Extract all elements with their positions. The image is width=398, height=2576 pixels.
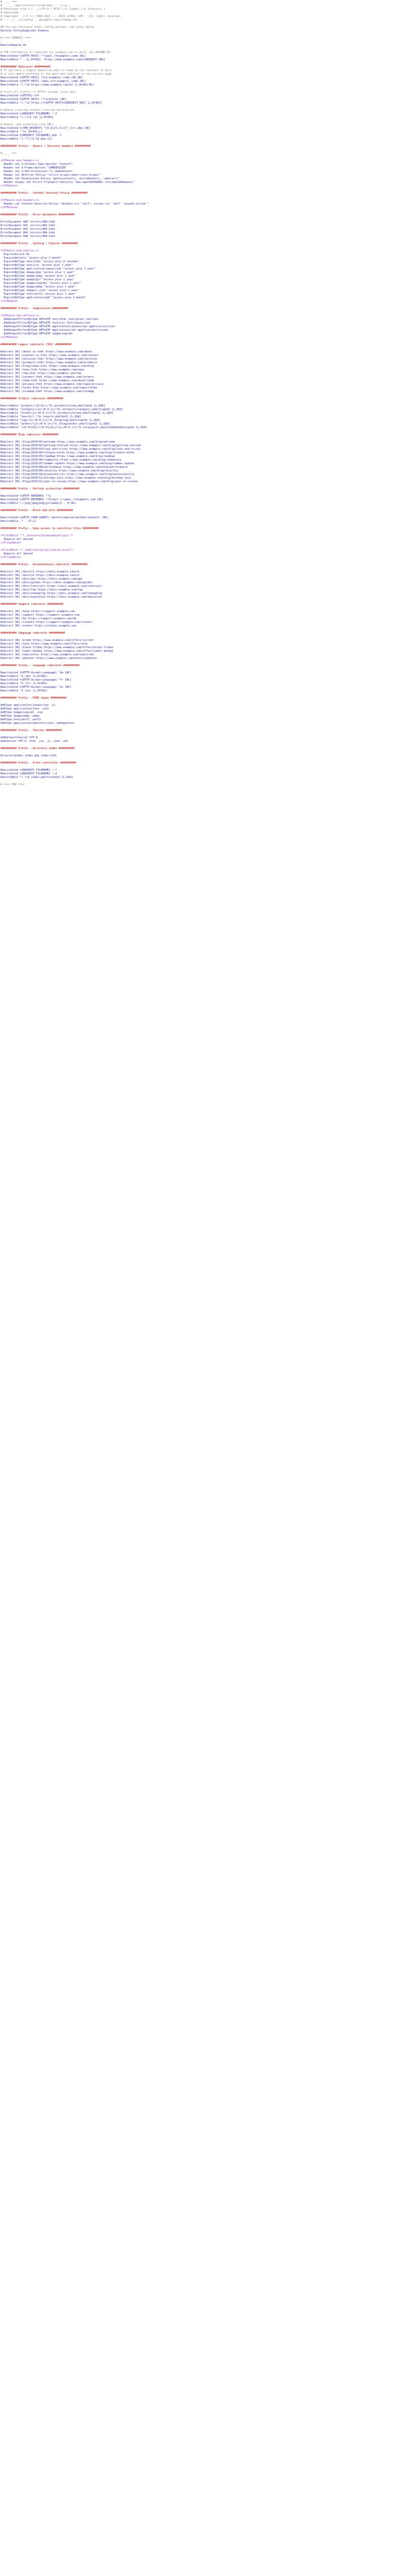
blank-line xyxy=(1,606,398,610)
section-header-line: ########## Prefix - Documentation redirects ########## xyxy=(1,563,88,566)
blank-line xyxy=(1,523,398,527)
code-line: ErrorDocument 403 /errors/403.html xyxy=(1,228,56,231)
section-header-line: ########## Prefix - Caching / Expires ########## xyxy=(1,242,78,245)
code-line: Redirect 301 /privacy.html https://www.example.com/legal/privacy xyxy=(1,383,104,386)
code-line: Header set Permissions-Policy "geolocation=(), microphone=(), camera=()" xyxy=(1,177,120,180)
code-line: RewriteCond %{HTTPS} off xyxy=(1,94,39,97)
code-line: RewriteRule ^$ /fr/ [L,R=302] xyxy=(1,682,47,685)
code-line: </IfModule> xyxy=(1,300,19,303)
code-line: Header set X-Content-Type-Options "nosniff" xyxy=(1,163,73,166)
code-line: AddType application/javascript .js xyxy=(1,704,56,707)
code-line: ExpiresActive On xyxy=(1,253,30,256)
code-line: ExpiresByType image/svg+xml "access plus 1 year" xyxy=(1,282,81,285)
blank-line xyxy=(1,765,398,769)
code-line: Redirect 301 /blog/2019/11/holiday-sale https://www.example.com/blog/holiday-sale xyxy=(1,477,131,480)
code-line: Redirect 301 /blog/2019/03/tips-and-tricks https://www.example.com/blog/tips-and-tricks xyxy=(1,448,141,451)
code-line: RewriteRule ^(.*)$ https://%{HTTP_HOST}%{REQUEST_URI} [L,R=301] xyxy=(1,101,102,105)
blank-line xyxy=(1,743,398,747)
section-header-line: ########## Prefix - Charset ########## xyxy=(1,729,62,732)
blank-line xyxy=(1,141,398,145)
blank-line xyxy=(1,437,398,440)
code-line: RewriteRule ^product/([0-9]+)/?$ /products/item.php?id=$1 [L,QSA] xyxy=(1,404,106,408)
blank-line xyxy=(1,33,398,37)
code-line: Redirect 301 /blog/2019/08/performance https://www.example.com/blog/performance xyxy=(1,466,128,469)
code-line: Require all denied xyxy=(1,538,33,541)
code-line: RewriteRule ^ %1 [R=301,L] xyxy=(1,130,43,133)
code-line: Require all denied xyxy=(1,552,33,555)
blank-line xyxy=(1,758,398,761)
blank-line xyxy=(1,148,398,152)
comment-line: # Force all traffic to HTTPS (except local dev) xyxy=(1,91,76,94)
blank-line xyxy=(1,62,398,65)
code-line: DirectoryIndex index.php index.html xyxy=(1,754,57,757)
code-line: AddOutputFilterByType DEFLATE text/html text/plain text/xml xyxy=(1,318,99,321)
blank-line xyxy=(1,628,398,632)
code-line: Header set X-Frame-Options "SAMEORIGIN" xyxy=(1,166,67,170)
section-header-line: ########## Prefix - Hotlink protection ########## xyxy=(1,487,80,490)
code-line: AddType image/webp .webp xyxy=(1,715,39,718)
blank-line xyxy=(1,311,398,314)
code-line: Header always set Strict-Transport-Security "max-age=31536000; includeSubDomains" xyxy=(1,181,135,184)
code-line: </IfModule> xyxy=(1,336,19,339)
code-line: RewriteCond %{HTTP:Accept-Language} ^fr [NC] xyxy=(1,679,72,682)
code-line: Header set Content-Security-Policy "default-src 'self'; script-src 'self' 'unsafe-inline'" xyxy=(1,202,149,206)
code-line: Redirect 302 /black-friday https://www.example.com/offers/black-friday xyxy=(1,646,113,649)
code-line: AddOutputFilterByType DEFLATE text/css text/javascript xyxy=(1,321,91,325)
blank-line xyxy=(1,779,398,783)
code-line: Redirect 301 /blog/2019/09/security https://www.example.com/blog/security xyxy=(1,469,118,472)
code-line: Redirect 302 /cyber-monday https://www.example.com/offers/cyber-monday xyxy=(1,650,113,653)
section-header-line: ########## Support redirects ########## xyxy=(1,603,63,606)
blank-line xyxy=(1,47,398,51)
blank-line xyxy=(1,239,398,242)
code-line: Redirect 301 /news.html https://www.example.com/news xyxy=(1,368,85,371)
blank-line xyxy=(1,599,398,603)
code-line: <IfModule mod_expires.c> xyxy=(1,249,39,252)
code-line: </FilesMatch> xyxy=(1,556,22,559)
blank-line xyxy=(1,105,398,109)
comment-line: # ==== GENERIC ==== xyxy=(1,37,31,40)
code-line: Redirect 301 /team.html https://www.example.com/about/team xyxy=(1,379,94,382)
code-line: AddOutputFilterByType DEFLATE application/javascript application/json xyxy=(1,325,115,328)
code-line: RewriteCond %{HTTP_HOST} ^old-example\.com$ [NC,OR] xyxy=(1,76,83,79)
section-header-line: ########## Prefix - Content Security Policy ########## xyxy=(1,192,88,195)
code-line: Redirect 301 /status https://status.example.com xyxy=(1,624,76,628)
section-header-line: ########## Prefix - MIME types ########## xyxy=(1,697,67,700)
code-line: RewriteRule ^author/([a-z0-9-]+)/?$ /blog/author.php?slug=$1 [L,QSA] xyxy=(1,422,110,426)
section-header-line: ########## Product redirects ########## xyxy=(1,397,63,400)
code-line: Redirect 301 /blog/2019/06/community https://www.example.com/blog/community xyxy=(1,459,122,462)
code-line: Redirect 302 /sale https://www.example.com/offers/sale xyxy=(1,642,88,646)
code-line: Redirect 301 /careers.html https://www.example.com/careers xyxy=(1,376,94,379)
blank-line xyxy=(1,217,398,221)
code-line: ExpiresByType text/html "access plus 0 seconds" xyxy=(1,260,80,263)
blank-line xyxy=(1,188,398,192)
blank-line xyxy=(1,513,398,516)
blank-line xyxy=(1,40,398,44)
code-line: Redirect 301 /docs/tutorials https://docs.example.com/tutorials xyxy=(1,585,102,588)
blank-line xyxy=(1,635,398,639)
code-line: Redirect 301 /products.html https://www.example.com/products xyxy=(1,361,97,364)
code-line: <FilesMatch "\.(bak|config|sql|log|sh|ini)$"> xyxy=(1,549,73,552)
blank-line xyxy=(1,156,398,159)
code-line: AddType application/json .json xyxy=(1,707,49,710)
comment-line: # ==== END ==== xyxy=(1,783,25,786)
blank-line xyxy=(1,505,398,509)
comment-line: # ____ === xyxy=(1,1,17,4)
code-line: RewriteRule ^(.*?)/?$ $1.php [L] xyxy=(1,138,52,141)
code-line: Redirect 301 /docs/faq https://docs.example.com/faq xyxy=(1,588,83,591)
section-header-line: ########## Prefix - Directory index ########## xyxy=(1,747,75,750)
code-line: Redirect 301 /blog/2019/12/year-in-review https://www.example.com/blog/year-in-review xyxy=(1,480,138,483)
code-line: RewriteCond %{HTTP_HOST} !^(www\.)?example\.com$ [NC] xyxy=(1,55,86,58)
code-line: Redirect 301 /tickets https://support.example.com/tickets xyxy=(1,621,93,624)
code-line: <IfModule mod_headers.c> xyxy=(1,199,39,202)
code-line: Redirect 301 /docs/v2 https://docs.example.com/v2 xyxy=(1,574,80,577)
code-line: AddType image/svg+xml .svg xyxy=(1,711,43,714)
code-line: RewriteRule ^$ /es/ [L,R=302] xyxy=(1,689,47,692)
code-line: AddDefaultCharset UTF-8 xyxy=(1,736,38,739)
code-line: Header set Referrer-Policy "strict-origin-when-cross-origin" xyxy=(1,174,101,177)
code-line: Redirect 301 /blog/2019/10/accessibility https://www.example.com/blog/accessibility xyxy=(1,473,135,476)
code-line: ExpiresByType font/woff2 "access plus 1 year" xyxy=(1,293,76,296)
code-line: RewriteRule ^$ /de/ [L,R=302] xyxy=(1,675,47,678)
code-line: </IfModule> xyxy=(1,206,19,209)
blank-line xyxy=(1,531,398,534)
comment-line: # Remove .php extension from URLs xyxy=(1,123,54,126)
comment-line: # Remove trailing slashes from non-directories xyxy=(1,109,75,112)
code-line: Redirect 301 /services.html https://www.example.com/services xyxy=(1,358,97,361)
code-line: <FilesMatch "^\.(htaccess|htpasswd|env|git)"> xyxy=(1,534,73,537)
code-line: Redirect 301 /docs/migration https://docs.example.com/migration xyxy=(1,596,102,599)
comment-line: # ____ === xyxy=(1,152,17,155)
blank-line xyxy=(1,195,398,199)
code-line: Redirect 301 /about-us.html https://www.example.com/about xyxy=(1,350,93,353)
blank-line xyxy=(1,700,398,704)
code-line: RewriteRule ^(.*)$ https://www.example.com/$1 [L,R=301,NC] xyxy=(1,83,94,87)
comment-line: # Generated xyxy=(1,11,19,14)
blank-line xyxy=(1,733,398,736)
code-line: AddType font/woff2 .woff2 xyxy=(1,718,41,721)
code-line: Redirect 302 /promo https://www.example.com/offers/current xyxy=(1,639,94,642)
comment-line: # ______ application/x-httpd-php ... (e.g.) xyxy=(1,4,70,7)
code-line: Redirect 301 /docs/guides https://docs.example.com/guides xyxy=(1,581,93,584)
blank-line xyxy=(1,725,398,729)
comment-line: # Copyright - 2.0 (c) 1999-2023 ... 2023 (CPEG) (RF) - All rights reserved. xyxy=(1,15,122,18)
section-header-line: ########## Blog redirects ########## xyxy=(1,433,59,436)
code-line: RewriteCond %{REQUEST_FILENAME} !-d xyxy=(1,112,57,115)
blank-line xyxy=(1,340,398,343)
code-line: Redirect 301 /support https://support.example.com xyxy=(1,614,80,617)
blank-line xyxy=(1,210,398,213)
code-line: Redirect 301 /docs/api https://docs.example.com/api xyxy=(1,578,83,581)
blank-line xyxy=(1,120,398,123)
code-line: ExpiresByType image/gif "access plus 1 year" xyxy=(1,278,75,281)
code-line: RewriteRule ^([0-9]{4})/([0-9]{2})/([a-z0-9-]+)/?$ /blog/post.php?y=$1&m=$2&slug=$3 [L,QSA] xyxy=(1,426,147,429)
code-line: RewriteCond %{HTTP_REFERER} !^https?://(www\.)?example\.com [NC] xyxy=(1,498,104,501)
section-header-line: ########## Prefix - Compression ########## xyxy=(1,307,69,310)
section-header-line: ########## Prefix - Front controller ########## xyxy=(1,761,76,765)
code-line: AddOutputFilterByType DEFLATE application/xml application/rss+xml xyxy=(1,329,109,332)
code-line: RewriteCond %{THE_REQUEST} ^[A-Z]{3,}\s([^.]+)\.php [NC] xyxy=(1,127,91,130)
code-line: Redirect 301 /blog/2019/02/getting-started https://www.example.com/blog/getting-started xyxy=(1,444,141,447)
code-line: Redirect 301 /kb https://support.example.com/kb xyxy=(1,617,76,620)
blank-line xyxy=(1,567,398,570)
code-line: ErrorDocument 404 /errors/404.html xyxy=(1,231,56,234)
comment-line: # it will match anything in the path and redirect to the correct page xyxy=(1,73,112,76)
section-header-line: ########## Prefix - Block bad bots ########## xyxy=(1,509,73,512)
code-line: </FilesMatch> xyxy=(1,541,22,545)
comment-line: # If you have a legacy domain we want to keep we can redirect it here xyxy=(1,69,112,72)
blank-line xyxy=(1,560,398,563)
code-line: ExpiresByType image/webp "access plus 1 year" xyxy=(1,285,76,289)
blank-line xyxy=(1,751,398,754)
code-line: RewriteRule ^(.*)$ index.php?route=$1 [L,QSA] xyxy=(1,776,73,779)
code-line: ErrorDocument 500 /errors/500.html xyxy=(1,235,56,238)
code-line: ErrorDocument 400 /errors/400.html xyxy=(1,221,56,224)
code-line: <IfModule mod_deflate.c> xyxy=(1,314,39,317)
code-line: ExpiresByType application/pdf "access plus 1 month" xyxy=(1,296,86,299)
code-line: RewriteCond %{REQUEST_FILENAME} !-f xyxy=(1,769,57,772)
code-line: ExpiresByType image/jpeg "access plus 1 year" xyxy=(1,275,76,278)
code-line: RewriteEngine On xyxy=(1,44,26,47)
section-header-line: ########## Campaign redirects ########## xyxy=(1,632,65,635)
code-line: RewriteRule \.(jpg|jpeg|png|gif|webp)$ - [F,NC] xyxy=(1,502,76,505)
code-line: ExpiresByType application/javascript "access plus 1 year" xyxy=(1,267,96,270)
code-line: Redirect 301 /docs/v1 https://docs.example.com/v1 xyxy=(1,570,80,573)
code-line: <IfModule mod_headers.c> xyxy=(1,159,39,162)
blank-line xyxy=(1,693,398,697)
code-line: Redirect 301 /blog/2019/05/roadmap https://www.example.com/blog/roadmap xyxy=(1,455,115,458)
code-line: Redirect 301 /help https://support.example.com xyxy=(1,610,75,613)
code-line: RewriteCond %{HTTP_HOST} !^localhost [NC] xyxy=(1,98,67,101)
code-line: AddType application/manifest+json .webmanifest xyxy=(1,722,75,725)
blank-line xyxy=(1,394,398,397)
code-line: RewriteRule ^(.*)/$ /$1 [L,R=301] xyxy=(1,116,54,119)
blank-line xyxy=(1,303,398,307)
code-line: Redirect 301 /terms.html https://www.example.com/legal/terms xyxy=(1,386,97,389)
section-header-line: ########## Redirects ########## xyxy=(1,65,51,69)
code-line: Redirect 301 /contact-us.html https://www.example.com/contact xyxy=(1,354,99,357)
code-line: ExpiresDefault "access plus 1 month" xyxy=(1,257,62,260)
blank-line xyxy=(1,484,398,487)
code-line: Redirect 302 /newsletter https://www.example.com/subscribe xyxy=(1,653,94,656)
code-line: RewriteCond %{HTTP:Accept-Language} ^es [NC] xyxy=(1,686,72,689)
code-line: RewriteCond %{HTTP_HOST} ^www\.old-example\.com$ [NC] xyxy=(1,80,86,83)
code-line: Options FollowSymLinks Indexes xyxy=(1,29,49,32)
code-line: Redirect 301 /faq.html https://www.example.com/faq xyxy=(1,372,81,375)
section-header-line: ########## Prefix - Owners / Security headers ########## xyxy=(1,145,91,148)
code-line: RewriteRule .* - [F,L] xyxy=(1,520,36,523)
blank-line xyxy=(1,491,398,495)
comment-line: # Generated from a [...] UTF-8 / HTTP 2.0 (Jumbo) 1.0 (Protocol ) xyxy=(1,8,106,11)
blank-line xyxy=(1,401,398,404)
blank-line xyxy=(1,87,398,91)
section-header-line: ########## Prefix - Deny access to sensitive files ########## xyxy=(1,527,99,530)
code-line: ExpiresByType image/png "access plus 1 year" xyxy=(1,271,75,274)
blank-line xyxy=(1,545,398,549)
code-line: RewriteRule ^category/([a-z0-9-]+)/?$ /products/category.php?slug=$1 [L,QSA] xyxy=(1,408,123,411)
code-line: </IfModule> xyxy=(1,184,19,188)
code-line: RewriteCond %{HTTP_USER_AGENT} (ahrefs|semrush|mj12bot|dotbot) [NC] xyxy=(1,516,109,519)
blank-line xyxy=(1,660,398,664)
code-line: Header set X-XSS-Protection "1; mode=block" xyxy=(1,170,73,173)
code-line: Redirect 301 /blog/2019/04/release-notes https://www.example.com/blog/release-notes xyxy=(1,451,135,454)
blank-line xyxy=(1,347,398,350)
section-header-line: ########## Legacy redirects (301) ########## xyxy=(1,343,72,346)
code-line: RewriteCond %{REQUEST_FILENAME}.php -f xyxy=(1,134,62,137)
blank-line xyxy=(1,430,398,433)
code-line: ExpiresByType text/css "access plus 1 year" xyxy=(1,264,73,267)
comment-line: # THE information is required for example.com to work, see README.md xyxy=(1,51,110,54)
code-line: Redirect 301 /blog/index.html https://www.example.com/blog xyxy=(1,365,94,368)
code-line: RewriteRule ^brand/([a-z0-9-]+)/?$ /products/brand.php?slug=$1 [L,QSA] xyxy=(1,412,113,415)
code-line: AddCharset UTF-8 .html .css .js .json .xml xyxy=(1,740,69,743)
code-line: RewriteRule ^tag/([a-z0-9-]+)/?$ /blog/tag.php?slug=$1 [L,QSA] xyxy=(1,419,101,422)
code-line: ErrorDocument 401 /errors/401.html xyxy=(1,224,56,227)
code-line: RewriteCond %{HTTP_REFERER} !^$ xyxy=(1,495,51,498)
comment-line: ## You can configure other config options, see notes below xyxy=(1,26,94,29)
code-line: Redirect 301 /blog/2019/07/summer-update https://www.example.com/blog/summer-update xyxy=(1,462,135,465)
blank-line xyxy=(1,246,398,249)
section-header-line: ########## Prefix - Language redirects ########## xyxy=(1,664,80,667)
section-header-line: ########## Prefix - Error documents ########## xyxy=(1,213,75,216)
comment-line: # ---- [...]x/config ...@example.org/sitemap.xml --- xyxy=(1,19,85,22)
code-line: Redirect 301 /docs/changelog https://docs.example.com/changelog xyxy=(1,592,102,595)
blank-line xyxy=(1,22,398,26)
code-line: RewriteRule ^search/(.*)$ /search.php?q=$1 [L,QSA] xyxy=(1,415,81,418)
code-line: ExpiresByType image/x-icon "access plus 1 year" xyxy=(1,289,80,292)
code-line: RewriteCond %{REQUEST_FILENAME} !-d xyxy=(1,772,57,775)
blank-line xyxy=(1,668,398,671)
code-line: RewriteRule ^ - [L,R=301] https://www.example.com/%{REQUEST_URI} xyxy=(1,58,106,61)
code-line: Redirect 301 /blog/2019/01/welcome https://www.example.com/blog/welcome xyxy=(1,440,115,444)
code-line: Redirect 302 /webinar https://www.example.com/events/webinar xyxy=(1,657,97,660)
code-line: RewriteCond %{HTTP:Accept-Language} ^de [NC] xyxy=(1,671,72,674)
code-line: AddOutputFilterByType DEFLATE image/svg+xml xyxy=(1,332,73,335)
code-line: Redirect 301 /sitemap.html https://www.example.com/sitemap xyxy=(1,390,94,393)
